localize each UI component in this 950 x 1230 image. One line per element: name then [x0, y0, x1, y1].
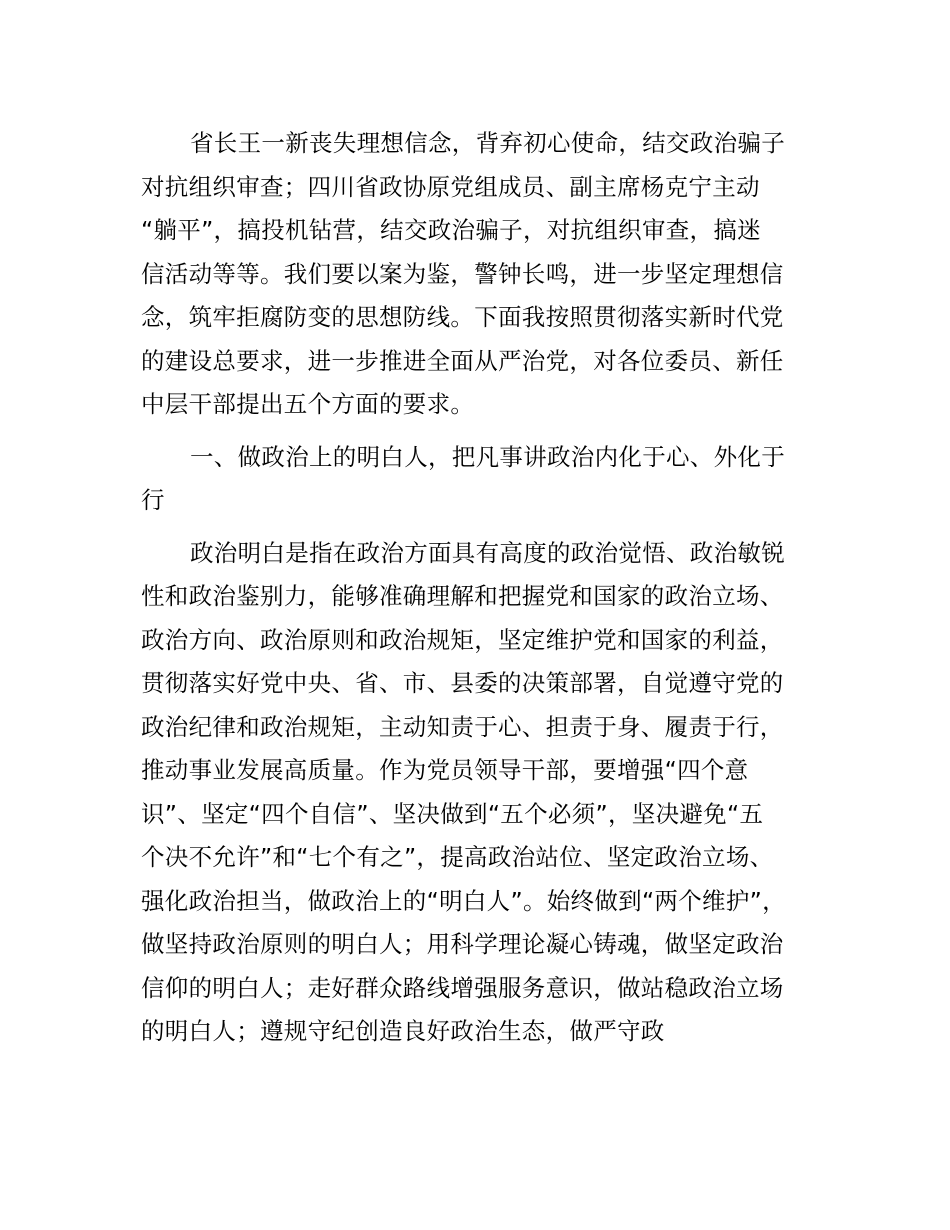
text-line: 的建设总要求，进一步推进全面从严治党，对各位委员、新任 [141, 346, 784, 375]
text-line: 做坚持政治原则的明白人；用科学理论凝心铸魂，做坚定政治 [141, 930, 784, 958]
text-line: 贯彻落实好党中央、省、市、县委的决策部署，自觉遵守党的 [141, 669, 784, 697]
paragraph-intro [141, 122, 841, 427]
text-line: 政治纪律和政治规矩，主动知责于心、担责于身、履责于行， [141, 712, 784, 741]
text-line: 强化政治担当，做政治上的“明白人”。始终做到“两个维护”， [141, 886, 786, 915]
text-line: 识”、坚定“四个自信”、坚决做到“五个必须”，坚决避免“五 [141, 799, 764, 828]
text-line: 性和政治鉴别力，能够准确理解和把握党和国家的政治立场、 [141, 582, 784, 610]
text-line: 省长王一新丧失理想信念，背弃初心使命，结交政治骗子 [190, 129, 785, 157]
text-line: 的明白人；遵规守纪创造良好政治生态，做严守政 [141, 1017, 665, 1045]
heading-line: 行 [141, 486, 165, 514]
heading-line: 一、做政治上的明白人，把凡事讲政治内化于心、外化于 [190, 442, 785, 471]
text-line: 念，筑牢拒腐防变的思想防线。下面我按照贯彻落实新时代党 [141, 303, 784, 331]
section-heading [141, 436, 841, 523]
text-line: 个决不允许”和“七个有之”，提高政治站位、坚定政治立场、 [141, 843, 774, 871]
paragraph-political-clarity [141, 532, 841, 1054]
text-line: 信活动等等。我们要以案为鉴，警钟长鸣，进一步坚定理想信 [141, 259, 784, 288]
text-line: 政治方向、政治原则和政治规矩，坚定维护党和国家的利益， [141, 625, 784, 654]
text-line: 对抗组织审查；四川省政协原党组成员、副主席杨克宁主动 [141, 172, 760, 201]
text-line: 中层干部提出五个方面的要求。 [141, 390, 475, 418]
text-line: “躺平”，搞投机钻营，结交政治骗子，对抗组织审查，搞迷 [141, 216, 761, 244]
text-line: 政治明白是指在政治方面具有高度的政治觉悟、政治敏锐 [190, 538, 785, 567]
document-page [141, 122, 841, 1063]
text-line: 信仰的明白人；走好群众路线增强服务意识，做站稳政治立场 [141, 973, 784, 1002]
text-line: 推动事业发展高质量。作为党员领导干部，要增强“四个意 [141, 756, 749, 784]
